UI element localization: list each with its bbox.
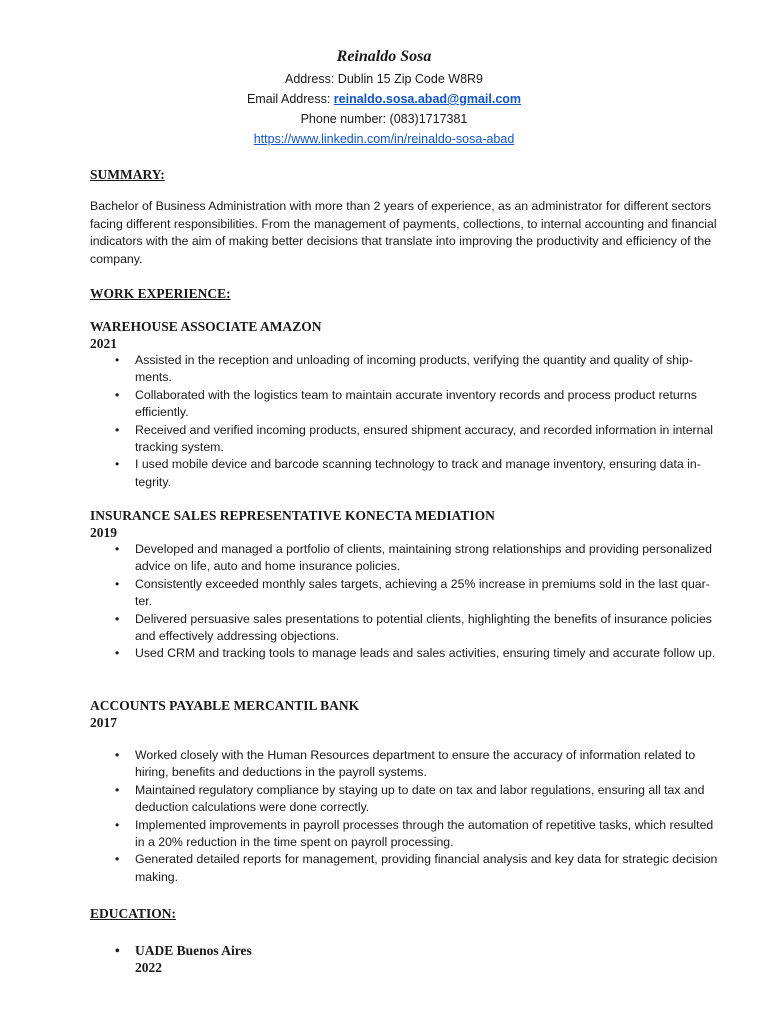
job-entry	[90, 697, 722, 886]
job-entry	[90, 507, 722, 663]
education-heading: EDUCATION:	[90, 906, 177, 921]
work-experience-heading: WORK EXPERIENCE:	[90, 286, 231, 301]
bullet-icon: •	[115, 943, 120, 958]
bullet-icon: •	[115, 576, 120, 591]
list-item: • Developed and managed a portfolio of clients, maintaining strong relationships and providing personalized advice on life, auto and home insurance policies.	[115, 542, 712, 574]
bullet-icon: •	[115, 782, 120, 797]
job-title: INSURANCE SALES REPRESENTATIVE KONECTA MEDIATION	[90, 508, 495, 523]
bullet-icon: •	[115, 611, 120, 626]
email-link[interactable]: reinaldo.sosa.abad@gmail.com	[333, 92, 522, 106]
bullet-icon: •	[115, 542, 120, 556]
list-item: • Used CRM and tracking tools to manage leads and sales activities, ensuring timely and accurate follow up.	[90, 645, 722, 662]
bullet-icon: •	[115, 817, 120, 832]
resume-header	[0, 46, 768, 149]
list-item: • Worked closely with the Human Resources department to ensure the accuracy of information related to hiring, benefits and deductions in the payroll systems.	[115, 748, 696, 780]
bullet-icon: •	[115, 748, 120, 762]
job-bullets	[90, 747, 722, 886]
list-item: • Consistently exceeded monthly sales targets, achieving a 25% increase in premiums sold in the last quarter.	[115, 576, 710, 609]
education-year: 2022	[135, 960, 162, 975]
summary-text: Bachelor of Business Administration with more than 2 years of experience, as an administrator for different sectors facing different responsibilities. From the management of payments, collections, to internal accounting and financial indicators with the aim of making better decisions that translate into improving the productivity and efficiency of the company.	[90, 199, 717, 266]
job-year: 2017	[90, 715, 117, 730]
bullet-icon: •	[115, 422, 120, 437]
bullet-icon: •	[115, 353, 120, 367]
job-entry	[90, 318, 722, 491]
candidate-name: Reinaldo Sosa	[336, 48, 432, 65]
bullet-icon: •	[115, 852, 120, 867]
bullet-icon: •	[115, 646, 120, 661]
address-line: Address: Dublin 15 Zip Code W8R9	[284, 72, 483, 86]
list-item: • Assisted in the reception and unloading of incoming products, verifying the quantity and quality of shipments.	[115, 353, 693, 385]
email-line	[0, 89, 768, 109]
job-bullets	[90, 352, 722, 491]
email-label: Email Address:	[246, 92, 334, 106]
job-title: WAREHOUSE ASSOCIATE AMAZON	[90, 319, 322, 334]
education-school: UADE Buenos Aires	[135, 943, 252, 958]
job-year: 2021	[90, 336, 117, 351]
list-item: • Received and verified incoming products, ensured shipment accuracy, and recorded information in internal tracking system.	[115, 422, 714, 455]
job-title: ACCOUNTS PAYABLE MERCANTIL BANK	[90, 698, 360, 713]
list-item: • Implemented improvements in payroll processes through the automation of repetitive tasks, which resulted in a 20% reduction in the time spent on payroll processing.	[115, 817, 714, 850]
list-item: • Generated detailed reports for management, providing financial analysis and key data for strategic decision making.	[115, 852, 718, 884]
bullet-icon: •	[115, 387, 120, 402]
education-item	[90, 942, 722, 976]
list-item: • I used mobile device and barcode scanning technology to track and manage inventory, ensuring data integrity.	[115, 457, 701, 489]
list-item: • Collaborated with the logistics team to maintain accurate inventory records and process product returns efficiently.	[115, 387, 697, 420]
list-item: • Maintained regulatory compliance by staying up to date on tax and labor regulations, ensuring all tax and deduction calculations were done correctly.	[115, 782, 705, 815]
linkedin-link[interactable]: https://www.linkedin.com/in/reinaldo-sosa-abad	[253, 132, 515, 146]
job-year: 2019	[90, 525, 117, 540]
job-bullets	[90, 541, 722, 663]
list-item: • Delivered persuasive sales presentations to potential clients, highlighting the benefits of insurance policies and effectively addressing objections.	[115, 611, 712, 644]
summary-heading: SUMMARY:	[90, 167, 165, 182]
phone-line: Phone number: (083)1717381	[300, 112, 468, 126]
bullet-icon: •	[115, 457, 120, 472]
education-list	[90, 942, 722, 976]
